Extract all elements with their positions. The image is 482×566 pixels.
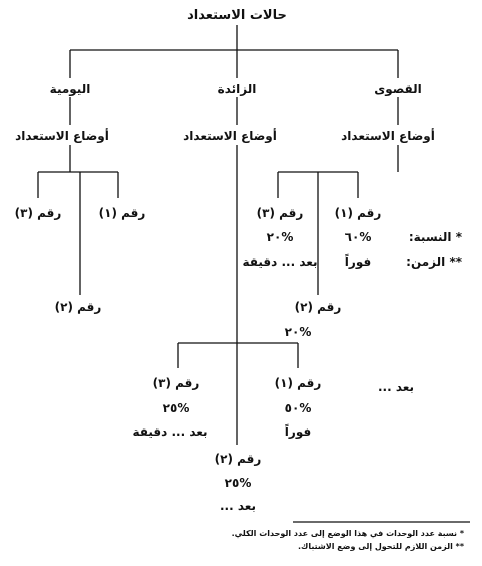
max-no2: رقم (٢) [294,300,342,314]
extra-no3-pct: %٢٥ [162,401,190,415]
extra-after: بعد ... [377,380,415,394]
extra-no3-time: بعد ... دقيقة [132,425,208,439]
max-no3-pct: %٢٠ [266,230,294,244]
max-no3-time: بعد ... دقيقة [242,255,318,269]
legend-time: ** الزمن: [406,255,462,269]
extra-no1: رقم (١) [274,376,322,390]
modes-label-extra: أوضاع الاستعداد [183,129,277,143]
daily-no2: رقم (٢) [54,300,102,314]
footnote-time: ** الزمن اللازم للتحول إلى وضع الاشتباك. [298,542,464,551]
max-no2-pct: %٢٠ [284,325,312,339]
max-no1: رقم (١) [334,206,382,220]
footnote-ratio: * نسبة عدد الوحدات في هذا الوضع إلى عدد الوحدات الكلي. [231,529,464,538]
max-no3: رقم (٣) [256,206,304,220]
daily-no3: رقم (٣) [14,206,62,220]
extra-no2: رقم (٢) [214,452,262,466]
max-no1-pct: %٦٠ [344,230,372,244]
legend-ratio: * النسبة: [408,230,462,244]
modes-label-daily: أوضاع الاستعداد [15,129,109,143]
category-max: القصوى [374,82,422,96]
extra-no2-time: بعد ... [219,499,257,513]
category-daily: اليومية [49,82,91,96]
diagram-title: حالات الاستعداد [187,8,287,23]
extra-no1-pct: %٥٠ [284,401,312,415]
extra-no3: رقم (٣) [152,376,200,390]
max-no1-time: فوراً [344,255,372,269]
category-extra: الزائدة [217,82,257,96]
extra-no1-time: فوراً [284,425,312,439]
daily-no1: رقم (١) [98,206,146,220]
extra-no2-pct: %٢٥ [224,476,252,490]
modes-label-max: أوضاع الاستعداد [341,129,435,143]
